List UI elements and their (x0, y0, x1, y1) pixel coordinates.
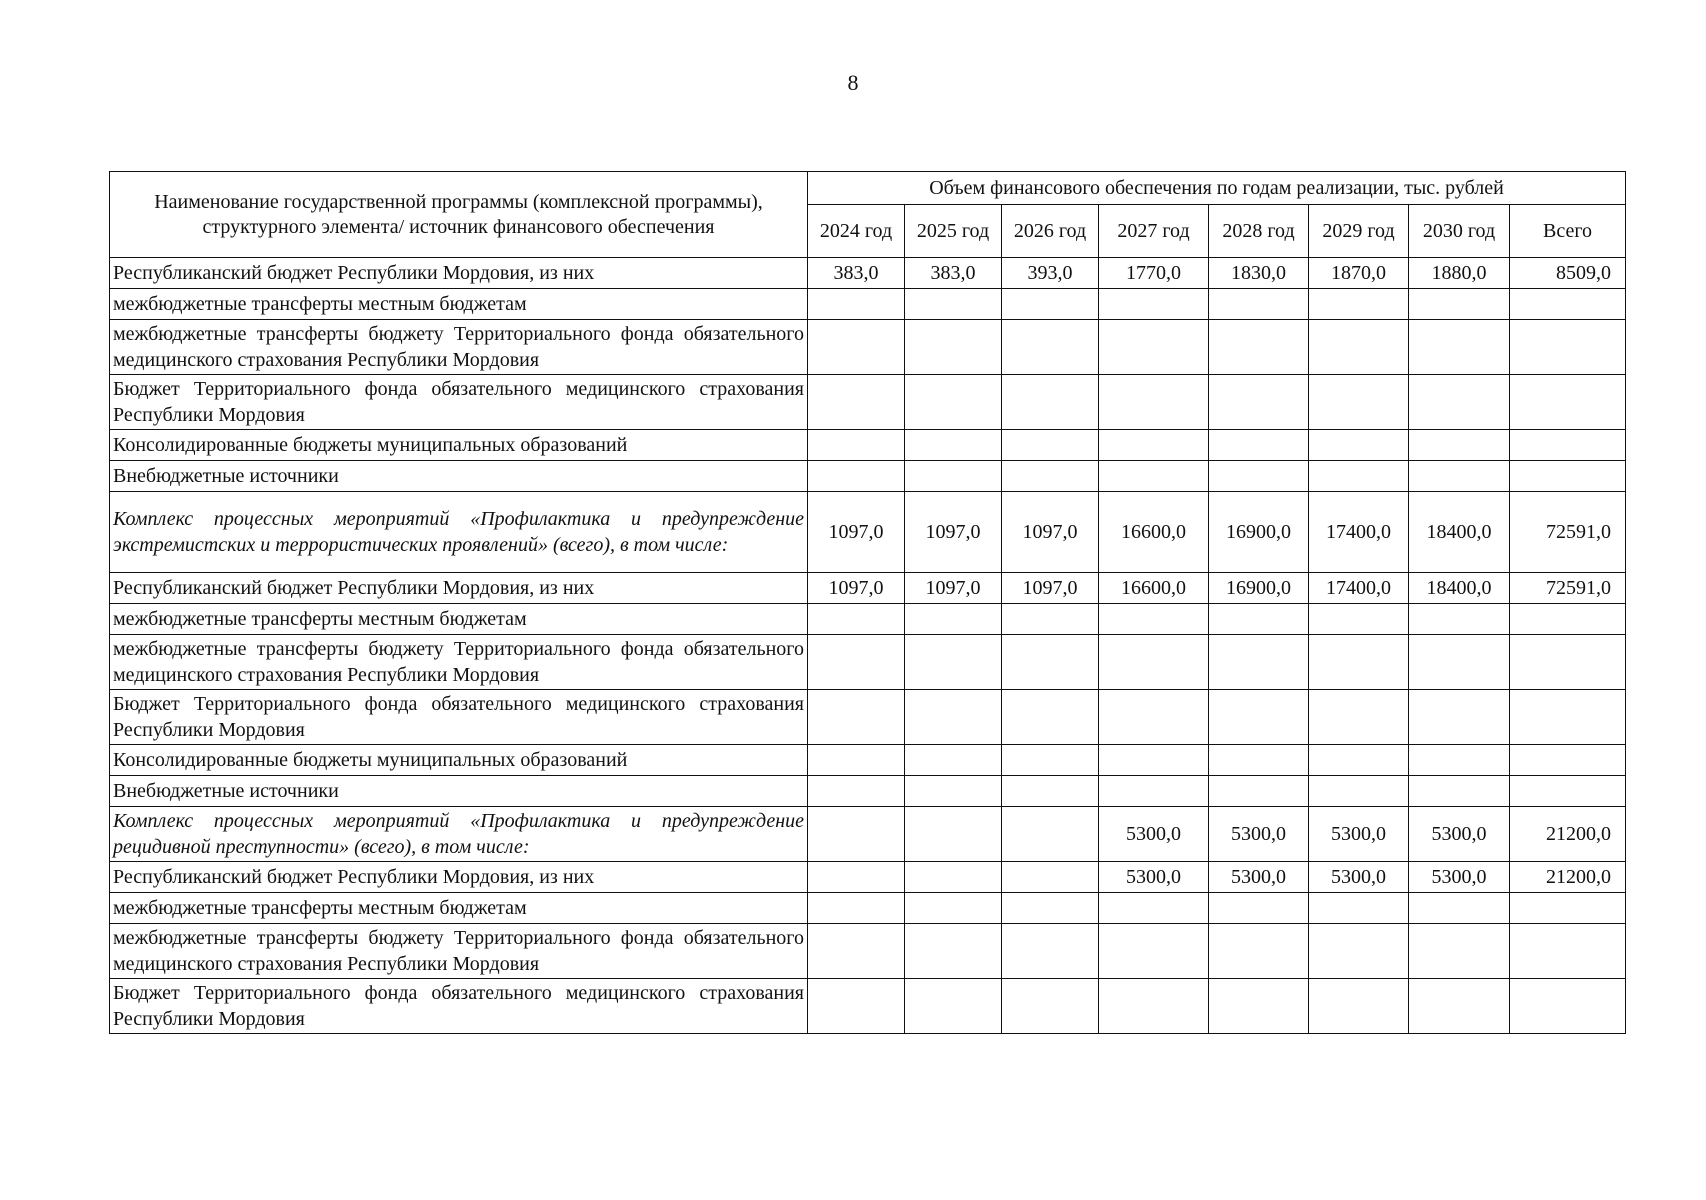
value-cell (1002, 893, 1099, 924)
value-cell: 5300,0 (1309, 807, 1409, 862)
total-cell (1510, 430, 1626, 461)
value-cell: 383,0 (808, 258, 905, 289)
value-cell (808, 807, 905, 862)
value-cell (1099, 745, 1209, 776)
value-cell (1409, 745, 1510, 776)
table-row (110, 573, 1626, 604)
row-label: Внебюджетные источники (110, 461, 808, 492)
value-cell (1002, 635, 1099, 690)
value-cell (808, 375, 905, 430)
value-cell (1409, 461, 1510, 492)
value-cell (1099, 375, 1209, 430)
value-cell (1309, 461, 1409, 492)
value-cell (1209, 690, 1309, 745)
value-cell (1309, 635, 1409, 690)
value-cell (1209, 461, 1309, 492)
value-cell (1409, 893, 1510, 924)
total-cell (1510, 375, 1626, 430)
value-cell (1409, 320, 1510, 375)
value-cell (905, 807, 1002, 862)
table-row (110, 461, 1626, 492)
table-row (110, 430, 1626, 461)
value-cell: 1097,0 (905, 492, 1002, 573)
value-cell: 16600,0 (1099, 573, 1209, 604)
value-cell (1309, 924, 1409, 979)
value-cell (1209, 924, 1309, 979)
value-cell (1002, 924, 1099, 979)
year-header: 2026 год (1002, 205, 1099, 258)
total-cell (1510, 924, 1626, 979)
value-cell (905, 430, 1002, 461)
value-cell (808, 690, 905, 745)
total-cell (1510, 635, 1626, 690)
total-cell: 21200,0 (1510, 807, 1626, 862)
value-cell (1002, 320, 1099, 375)
table-row (110, 979, 1626, 1034)
year-header: 2027 год (1099, 205, 1209, 258)
value-cell (905, 979, 1002, 1034)
value-cell: 5300,0 (1099, 862, 1209, 893)
value-cell (1002, 776, 1099, 807)
value-cell (905, 320, 1002, 375)
value-cell (1002, 979, 1099, 1034)
row-label: межбюджетные трансферты местным бюджетам (110, 893, 808, 924)
header-row-top (110, 172, 1626, 205)
value-cell: 1097,0 (905, 573, 1002, 604)
value-cell (1409, 375, 1510, 430)
value-cell (1309, 320, 1409, 375)
value-cell (1409, 690, 1510, 745)
value-cell (1309, 375, 1409, 430)
value-cell (808, 430, 905, 461)
value-cell: 16600,0 (1099, 492, 1209, 573)
row-label: Внебюджетные источники (110, 776, 808, 807)
value-cell (905, 375, 1002, 430)
value-cell (1209, 745, 1309, 776)
value-cell: 17400,0 (1309, 573, 1409, 604)
total-cell: 72591,0 (1510, 573, 1626, 604)
value-cell (1309, 690, 1409, 745)
value-cell (1309, 979, 1409, 1034)
total-cell: 21200,0 (1510, 862, 1626, 893)
value-cell (1309, 745, 1409, 776)
value-cell (808, 776, 905, 807)
funding-group-header: Объем финансового обеспечения по годам реализации, тыс. рублей (808, 172, 1626, 205)
table-row (110, 893, 1626, 924)
total-cell (1510, 745, 1626, 776)
value-cell (1409, 979, 1510, 1034)
value-cell (1209, 375, 1309, 430)
value-cell: 393,0 (1002, 258, 1099, 289)
value-cell: 16900,0 (1209, 492, 1309, 573)
year-header: 2030 год (1409, 205, 1510, 258)
value-cell (905, 635, 1002, 690)
row-label: Консолидированные бюджеты муниципальных образований (110, 430, 808, 461)
value-cell: 18400,0 (1409, 573, 1510, 604)
total-header: Всего (1510, 205, 1626, 258)
value-cell: 1097,0 (1002, 492, 1099, 573)
value-cell (1309, 430, 1409, 461)
row-label: Бюджет Территориального фонда обязательного медицинского страхования Республики Мордовия (110, 979, 808, 1034)
row-label: Комплекс процессных мероприятий «Профилактика и предупреждение экстремистских и террористических проявлений» (всего), в том числе: (110, 492, 808, 573)
row-label: межбюджетные трансферты бюджету Территориального фонда обязательного медицинского страхования Республики Мордовия (110, 320, 808, 375)
row-label: Бюджет Территориального фонда обязательного медицинского страхования Республики Мордовия (110, 690, 808, 745)
value-cell (905, 893, 1002, 924)
value-cell (808, 862, 905, 893)
total-cell (1510, 320, 1626, 375)
table-row (110, 807, 1626, 862)
row-label: межбюджетные трансферты местным бюджетам (110, 289, 808, 320)
value-cell (1409, 635, 1510, 690)
table-row (110, 375, 1626, 430)
year-header: 2028 год (1209, 205, 1309, 258)
value-cell: 1830,0 (1209, 258, 1309, 289)
value-cell (808, 289, 905, 320)
total-cell: 72591,0 (1510, 492, 1626, 573)
value-cell (1002, 862, 1099, 893)
value-cell (1002, 430, 1099, 461)
table-row (110, 289, 1626, 320)
row-label: межбюджетные трансферты бюджету Территориального фонда обязательного медицинского страхования Республики Мордовия (110, 635, 808, 690)
value-cell (1002, 807, 1099, 862)
value-cell (1099, 635, 1209, 690)
table-row (110, 635, 1626, 690)
value-cell (808, 635, 905, 690)
value-cell: 17400,0 (1309, 492, 1409, 573)
value-cell (1002, 375, 1099, 430)
row-label: Бюджет Территориального фонда обязательного медицинского страхования Республики Мордовия (110, 375, 808, 430)
total-cell (1510, 289, 1626, 320)
total-cell: 8509,0 (1510, 258, 1626, 289)
value-cell (808, 320, 905, 375)
value-cell (1409, 430, 1510, 461)
table-row (110, 862, 1626, 893)
value-cell (1209, 604, 1309, 635)
value-cell (1309, 893, 1409, 924)
value-cell (1209, 320, 1309, 375)
table-row (110, 492, 1626, 573)
value-cell (1099, 604, 1209, 635)
value-cell (1409, 604, 1510, 635)
row-label: Республиканский бюджет Республики Мордовия, из них (110, 862, 808, 893)
value-cell (1099, 690, 1209, 745)
value-cell (808, 893, 905, 924)
value-cell (1309, 604, 1409, 635)
value-cell (1409, 776, 1510, 807)
value-cell (1209, 289, 1309, 320)
value-cell: 5300,0 (1409, 807, 1510, 862)
table-row (110, 320, 1626, 375)
page-number: 8 (847, 70, 859, 95)
value-cell (1409, 289, 1510, 320)
value-cell: 5300,0 (1209, 807, 1309, 862)
value-cell (808, 745, 905, 776)
row-label: Консолидированные бюджеты муниципальных образований (110, 745, 808, 776)
value-cell (1099, 461, 1209, 492)
value-cell (905, 461, 1002, 492)
table-body (110, 258, 1626, 1034)
value-cell (808, 924, 905, 979)
value-cell (1099, 430, 1209, 461)
value-cell: 5300,0 (1309, 862, 1409, 893)
value-cell (1209, 430, 1309, 461)
total-cell (1510, 893, 1626, 924)
table-row (110, 258, 1626, 289)
value-cell (905, 776, 1002, 807)
value-cell (1099, 893, 1209, 924)
value-cell: 16900,0 (1209, 573, 1309, 604)
row-label: Комплекс процессных мероприятий «Профилактика и предупреждение рецидивной преступности» (всего), в том числе: (110, 807, 808, 862)
row-label: Республиканский бюджет Республики Мордовия, из них (110, 258, 808, 289)
value-cell: 5300,0 (1409, 862, 1510, 893)
value-cell: 5300,0 (1209, 862, 1309, 893)
value-cell: 1870,0 (1309, 258, 1409, 289)
value-cell (1002, 461, 1099, 492)
value-cell (1309, 776, 1409, 807)
value-cell (1209, 979, 1309, 1034)
total-cell (1510, 776, 1626, 807)
table-row (110, 776, 1626, 807)
value-cell (1002, 690, 1099, 745)
value-cell (1099, 320, 1209, 375)
value-cell: 1770,0 (1099, 258, 1209, 289)
value-cell (808, 604, 905, 635)
table-row (110, 924, 1626, 979)
value-cell: 1097,0 (808, 492, 905, 573)
value-cell (905, 924, 1002, 979)
value-cell: 383,0 (905, 258, 1002, 289)
total-cell (1510, 690, 1626, 745)
value-cell: 18400,0 (1409, 492, 1510, 573)
row-label: Республиканский бюджет Республики Мордовия, из них (110, 573, 808, 604)
value-cell (905, 690, 1002, 745)
value-cell (905, 604, 1002, 635)
total-cell (1510, 979, 1626, 1034)
year-header: 2025 год (905, 205, 1002, 258)
total-cell (1510, 461, 1626, 492)
value-cell (1309, 289, 1409, 320)
value-cell (905, 862, 1002, 893)
value-cell (905, 289, 1002, 320)
value-cell: 1097,0 (1002, 573, 1099, 604)
year-header: 2029 год (1309, 205, 1409, 258)
value-cell: 1880,0 (1409, 258, 1510, 289)
value-cell (1209, 776, 1309, 807)
value-cell (1099, 979, 1209, 1034)
value-cell (905, 745, 1002, 776)
table-row (110, 690, 1626, 745)
value-cell (1099, 924, 1209, 979)
row-label: межбюджетные трансферты бюджету Территориального фонда обязательного медицинского страхования Республики Мордовия (110, 924, 808, 979)
table-row (110, 745, 1626, 776)
value-cell (1209, 893, 1309, 924)
value-cell (1099, 776, 1209, 807)
row-label: межбюджетные трансферты местным бюджетам (110, 604, 808, 635)
financing-table (109, 171, 1626, 1034)
value-cell (1002, 289, 1099, 320)
value-cell (1002, 745, 1099, 776)
year-header: 2024 год (808, 205, 905, 258)
table-row (110, 604, 1626, 635)
name-column-header: Наименование государственной программы (комплексной программы), структурного элемента/ источник финансового обеспечения (110, 172, 808, 258)
total-cell (1510, 604, 1626, 635)
value-cell (1002, 604, 1099, 635)
value-cell (1409, 924, 1510, 979)
value-cell: 1097,0 (808, 573, 905, 604)
value-cell (1099, 289, 1209, 320)
value-cell (808, 979, 905, 1034)
value-cell: 5300,0 (1099, 807, 1209, 862)
value-cell (808, 461, 905, 492)
value-cell (1209, 635, 1309, 690)
